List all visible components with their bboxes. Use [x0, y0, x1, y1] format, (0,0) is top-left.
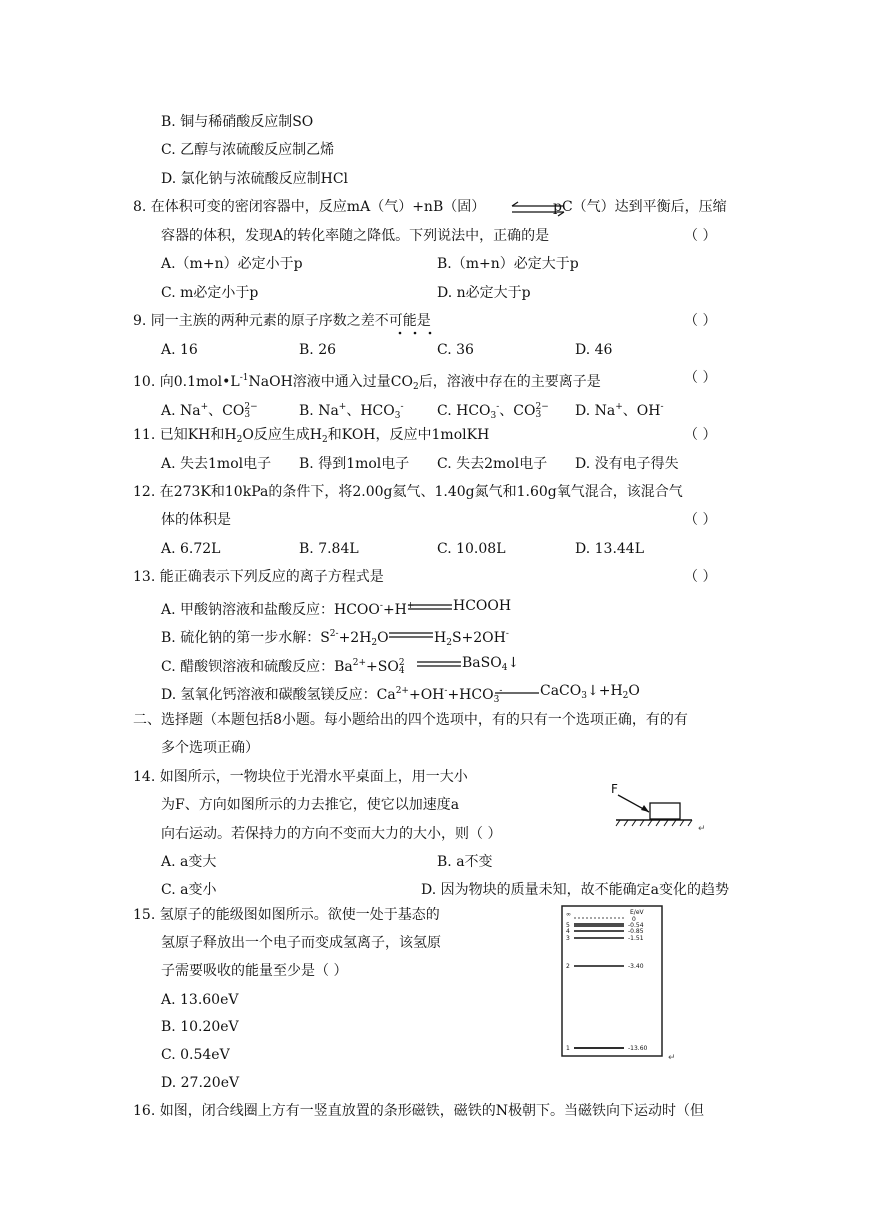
q8-option-b: B.（m+n）必定大于p	[437, 256, 579, 272]
q11-stem: 11. 已知KH和$H_2O$反应生成$H_2$和KOH，反应中1molKH	[133, 427, 490, 445]
q8-option-c: C. m必定小于p	[161, 285, 259, 301]
q10-option-b: B. Na+、$HCO_3^-$	[299, 402, 404, 421]
q12-option-a: A. 6.72L	[161, 541, 221, 557]
q11-option-b: B. 得到1mol电子	[299, 456, 410, 472]
level-3-energy: -1.51	[628, 935, 644, 942]
q15-stem-3: 子需要吸收的能量至少是（ ）	[161, 963, 348, 979]
q10-option-a: A. Na+、CO2− 3	[161, 402, 258, 420]
q8-stem-b: pC（气）达到平衡后，压缩	[553, 199, 727, 215]
section-2-heading: 二、选择题（本题包括8小题。每小题给出的四个选项中，有的只有一个选项正确，有的有	[133, 712, 688, 728]
q11-option-d: D. 没有电子得失	[575, 456, 679, 472]
level-inf-label: ∞	[566, 911, 571, 918]
q13-option-d: D. 氢氧化钙溶液和碳酸氢镁反应：$Ca^{2+}+OH^-+HCO_3^-$	[161, 686, 503, 705]
q10-answer-paren: （ ）	[684, 370, 717, 386]
q13-option-d-product: $CaCO_3↓+H_2O$	[540, 683, 640, 701]
q10-stem: 10. 向$0.1mol•L^{-1}NaOH$溶液中通入过量$CO_2$后，溶液中存在的主要离子是	[133, 373, 601, 392]
equals-sign-icon	[407, 603, 453, 611]
force-label: F	[611, 782, 618, 796]
q13-answer-paren: （ ）	[684, 569, 717, 585]
q8-option-d: D. n必定大于p	[437, 285, 531, 301]
q10-option-d: D. Na+、OH-	[575, 402, 664, 419]
q13-option-c: C. 醋酸钡溶液和硫酸反应：$Ba^{2+}+SO2$ 4	[161, 658, 405, 676]
q8-option-a: A.（m+n）必定小于p	[161, 256, 303, 272]
q11-answer-paren: （ ）	[684, 427, 717, 443]
level-5-label: 5	[566, 922, 570, 929]
q14-option-a: A. a变大	[161, 854, 217, 870]
q9-option-a: A. 16	[161, 342, 198, 358]
reversible-arrow-icon	[388, 631, 434, 639]
level-5-energy: -0.54	[628, 922, 644, 929]
q14-option-b: B. a不变	[437, 854, 493, 870]
level-1-energy: -13.60	[628, 1045, 648, 1052]
q14-stem-3: 向右运动。若保持力的方向不变而大力的大小，则（ ）	[161, 826, 502, 842]
level-1-label: 1	[566, 1045, 570, 1052]
q11-option-a: A. 失去1mol电子	[161, 456, 272, 472]
q12-option-b: B. 7.84L	[299, 541, 359, 557]
energy-zero-label: 0	[632, 916, 636, 923]
q12-option-c: C. 10.08L	[437, 541, 506, 557]
energy-unit-label: E/eV	[630, 909, 644, 916]
q13-option-b: B. 硫化钠的第一步水解：$S^{2-}+2H_2O$	[161, 629, 389, 648]
energy-level-diagram	[560, 904, 685, 1064]
q15-option-a: A. 13.60eV	[161, 992, 239, 1008]
q16-stem-1: 16. 如图，闭合线圈上方有一竖直放置的条形磁铁，磁铁的N极朝下。当磁铁向下运动时（但	[133, 1103, 704, 1119]
q14-option-c: C. a变小	[161, 882, 217, 898]
q9-answer-paren: （ ）	[684, 313, 717, 329]
q15-option-b: B. 10.20eV	[161, 1019, 239, 1035]
q15-stem-2: 氢原子释放出一个电子而变成氢离子，该氢原	[161, 935, 441, 951]
return-mark: ↵	[668, 1053, 676, 1063]
q14-stem-2: 为F、方向如图所示的力去推它，使它以加速度a	[161, 797, 460, 813]
q14-option-d: D. 因为物块的质量未知，故不能确定a变化的趋势	[421, 882, 729, 898]
q12-answer-paren: （ ）	[684, 512, 717, 528]
q9-stem: 9. 同一主族的两种元素的原子序数之差不可能是	[133, 313, 431, 329]
q13-option-b-product: $H_2S+2OH^-$	[434, 629, 509, 648]
q13-option-a-product: HCOOH	[453, 598, 512, 614]
level-3-label: 3	[566, 935, 570, 942]
q11-option-c: C. 失去2mol电子	[437, 456, 548, 472]
q8-stem-a: 8. 在体积可变的密闭容器中，反应mA（气）+nB（固）	[133, 199, 486, 215]
q9-option-c: C. 36	[437, 342, 474, 358]
q15-option-d: D. 27.20eV	[161, 1075, 240, 1091]
q9-option-b: B. 26	[299, 342, 337, 358]
q13-option-a: A. 甲酸钠溶液和盐酸反应：HCOO-+H+	[161, 601, 415, 618]
section-2-heading-cont: 多个选项正确）	[161, 740, 259, 756]
q7-option-d: D. 氯化钠与浓硫酸反应制HCl	[161, 171, 349, 187]
emphasis-dots	[396, 331, 446, 336]
q14-stem-1: 14. 如图所示，一物块位于光滑水平桌面上，用一大小	[133, 769, 468, 785]
q15-stem-1: 15. 氢原子的能级图如图所示。欲使一处于基态的	[133, 907, 440, 923]
q12-stem-1: 12. 在273K和10kPa的条件下，将2.00g氦气、1.40g氮气和1.60g氧气混合，该混合气	[133, 484, 683, 500]
q8-answer-paren: （ ）	[684, 228, 717, 244]
q9-option-d: D. 46	[575, 342, 613, 358]
level-2-energy: -3.40	[628, 963, 644, 970]
q15-option-c: C. 0.54eV	[161, 1047, 230, 1063]
q12-option-d: D. 13.44L	[575, 541, 645, 557]
equals-sign-icon	[416, 660, 462, 668]
q13-stem: 13. 能正确表示下列反应的离子方程式是	[133, 569, 384, 585]
q13-option-c-product: BaSO$_4$↓	[462, 655, 520, 673]
q8-stem-2: 容器的体积，发现A的转化率随之降低。下列说法中，正确的是	[161, 228, 550, 244]
q12-stem-2: 体的体积是	[161, 512, 231, 528]
block	[650, 803, 680, 819]
return-mark: ↵	[698, 824, 706, 832]
q7-option-c: C. 乙醇与浓硫酸反应制乙烯	[161, 142, 335, 158]
reaction-line-icon	[494, 691, 540, 695]
level-2-label: 2	[566, 963, 570, 970]
block-force-diagram	[606, 777, 716, 832]
level-4-energy: -0.85	[628, 928, 644, 935]
q7-option-b: B. 铜与稀硝酸反应制SO	[161, 114, 314, 130]
level-4-label: 4	[566, 928, 570, 935]
q10-option-c: C. $HCO_3^-$、CO2− 3	[437, 402, 549, 421]
